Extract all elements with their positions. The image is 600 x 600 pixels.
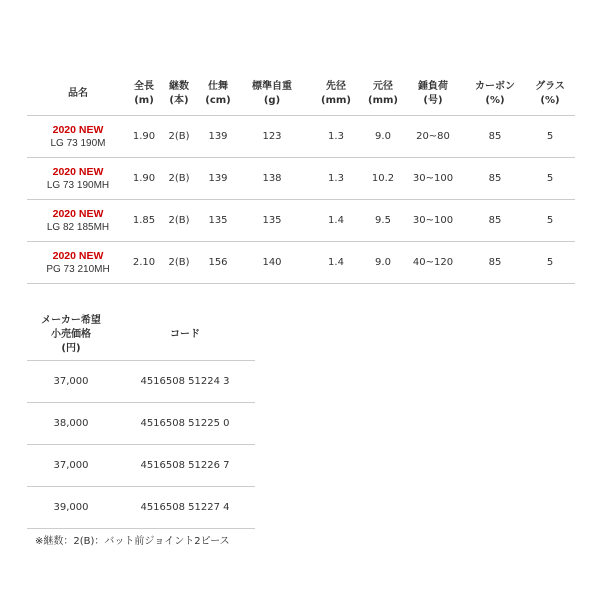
header-tip-diameter: 先径 (mm) — [307, 73, 365, 116]
price-cell: 37,000 — [27, 445, 115, 487]
sinker-load-cell: 40~120 — [401, 242, 465, 284]
weight-cell: 135 — [237, 200, 307, 242]
length-cell: 1.85 — [129, 200, 159, 242]
glass-cell: 5 — [525, 200, 575, 242]
price-table — [27, 310, 255, 529]
sinker-load-cell: 30~100 — [401, 158, 465, 200]
glass-cell: 5 — [525, 116, 575, 158]
closed-length-cell: 135 — [199, 200, 237, 242]
header-carbon: カーボン (%) — [465, 73, 525, 116]
length-cell: 2.10 — [129, 242, 159, 284]
header-sinker-load: 錘負荷 (号) — [401, 73, 465, 116]
product-name-cell — [27, 116, 129, 158]
table-row — [27, 445, 255, 487]
carbon-cell: 85 — [465, 242, 525, 284]
product-name-cell — [27, 200, 129, 242]
product-name-cell — [27, 158, 129, 200]
new-tag: 2020 NEW — [52, 123, 104, 136]
model-name: LG 73 190MH — [46, 179, 110, 191]
butt-diameter-cell: 9.0 — [365, 116, 401, 158]
table-row — [27, 158, 575, 200]
product-name-cell — [27, 242, 129, 284]
table-row — [27, 361, 255, 403]
footnote: ※継数：2(B)：バット前ジョイント2ピース — [35, 536, 230, 547]
tip-diameter-cell: 1.4 — [307, 242, 365, 284]
model-name: LG 73 190M — [50, 137, 106, 149]
table-row — [27, 487, 255, 529]
spec-table — [27, 73, 575, 284]
butt-diameter-cell: 10.2 — [365, 158, 401, 200]
tip-diameter-cell: 1.3 — [307, 158, 365, 200]
code-cell: 4516508 51227 4 — [115, 487, 255, 529]
price-cell: 38,000 — [27, 403, 115, 445]
code-cell: 4516508 51225 0 — [115, 403, 255, 445]
price-cell: 39,000 — [27, 487, 115, 529]
closed-length-cell: 139 — [199, 116, 237, 158]
pieces-cell: 2(B) — [159, 242, 199, 284]
carbon-cell: 85 — [465, 158, 525, 200]
glass-cell: 5 — [525, 242, 575, 284]
spec-header-row — [27, 73, 575, 116]
tip-diameter-cell: 1.4 — [307, 200, 365, 242]
pieces-cell: 2(B) — [159, 200, 199, 242]
new-tag: 2020 NEW — [52, 207, 104, 220]
header-pieces: 継数 (本) — [159, 73, 199, 116]
code-cell: 4516508 51224 3 — [115, 361, 255, 403]
carbon-cell: 85 — [465, 116, 525, 158]
header-code: コード — [115, 310, 255, 361]
weight-cell: 123 — [237, 116, 307, 158]
sinker-load-cell: 30~100 — [401, 200, 465, 242]
length-cell: 1.90 — [129, 158, 159, 200]
header-glass: グラス (%) — [525, 73, 575, 116]
butt-diameter-cell: 9.0 — [365, 242, 401, 284]
sinker-load-cell: 20~80 — [401, 116, 465, 158]
closed-length-cell: 139 — [199, 158, 237, 200]
header-name: 品名 — [27, 73, 129, 116]
carbon-cell: 85 — [465, 200, 525, 242]
butt-diameter-cell: 9.5 — [365, 200, 401, 242]
new-tag: 2020 NEW — [52, 249, 104, 262]
model-name: PG 73 210MH — [46, 263, 110, 275]
tip-diameter-cell: 1.3 — [307, 116, 365, 158]
table-row — [27, 403, 255, 445]
table-row — [27, 200, 575, 242]
pieces-cell: 2(B) — [159, 158, 199, 200]
weight-cell: 138 — [237, 158, 307, 200]
code-cell: 4516508 51226 7 — [115, 445, 255, 487]
price-cell: 37,000 — [27, 361, 115, 403]
length-cell: 1.90 — [129, 116, 159, 158]
new-tag: 2020 NEW — [52, 165, 104, 178]
header-length: 全長 (m) — [129, 73, 159, 116]
header-butt-diameter: 元径 (mm) — [365, 73, 401, 116]
closed-length-cell: 156 — [199, 242, 237, 284]
table-row — [27, 116, 575, 158]
header-retail-price: メーカー希望 小売価格 (円) — [27, 310, 115, 361]
table-row — [27, 242, 575, 284]
header-closed-length: 仕舞 (cm) — [199, 73, 237, 116]
weight-cell: 140 — [237, 242, 307, 284]
model-name: LG 82 185MH — [46, 221, 110, 233]
glass-cell: 5 — [525, 158, 575, 200]
price-header-row — [27, 310, 255, 361]
header-weight: 標準自重 (g) — [237, 73, 307, 116]
pieces-cell: 2(B) — [159, 116, 199, 158]
